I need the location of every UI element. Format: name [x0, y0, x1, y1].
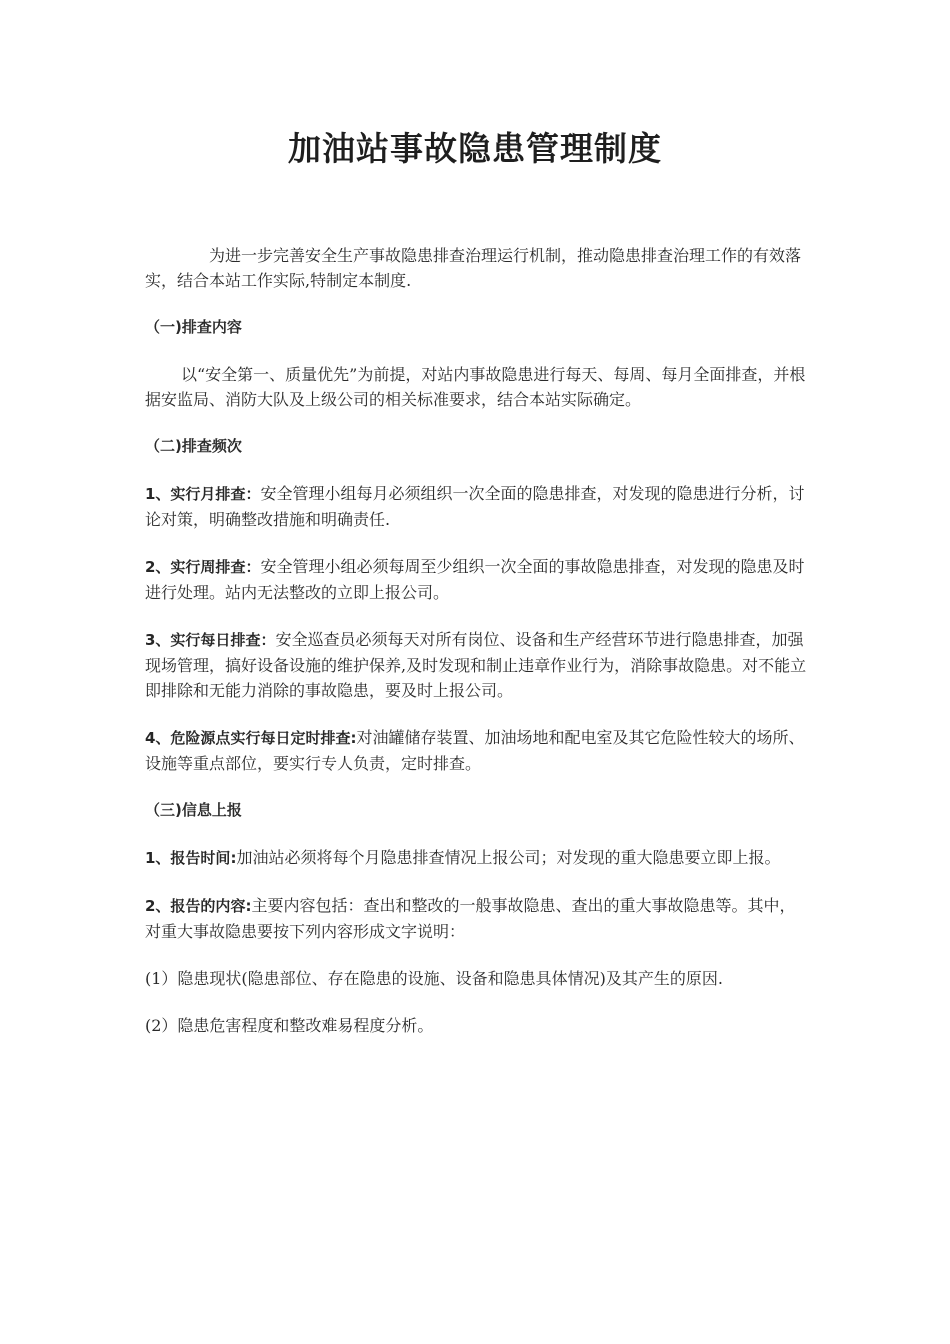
document-body [145, 243, 810, 1060]
frequency-item-weekly [145, 554, 810, 605]
frequency-item-lead: 2、实行周排查： [145, 558, 261, 576]
section-content-paragraph: 以“安全第一、质量优先”为前提，对站内事故隐患进行每天、每周、每月全面排查，并根据安监局、消防大队及上级公司的相关标准要求，结合本站实际确定。 [145, 365, 806, 409]
frequency-item-hazard-source [145, 725, 810, 776]
frequency-item-monthly [145, 481, 810, 532]
frequency-item-text: 对油罐储存装置、加油场地和配电室及其它危险性较大的场所、设施等重点部位，要实行专人负责，定时排查。 [145, 728, 805, 773]
frequency-item-text: 安全管理小组必须每周至少组织一次全面的事故隐患排查，对发现的隐患及时进行处理。站内无法整改的立即上报公司。 [145, 557, 805, 602]
report-item-time [145, 845, 810, 871]
report-item-content [145, 893, 810, 944]
report-sub-item-1: (1）隐患现状(隐患部位、存在隐患的设施、设备和隐患具体情况)及其产生的原因. [145, 969, 723, 988]
section-heading-frequency: （二)排查频次 [145, 437, 242, 455]
frequency-item-daily [145, 627, 810, 703]
report-item-text: 加油站必须将每个月隐患排查情况上报公司；对发现的重大隐患要立即上报。 [236, 848, 781, 867]
intro-paragraph: 为进一步完善安全生产事故隐患排查治理运行机制，推动隐患排查治理工作的有效落实，结合本站工作实际,特制定本制度. [145, 246, 802, 290]
report-item-text: 主要内容包括：查出和整改的一般事故隐患、查出的重大事故隐患等。其中，对重大事故隐患要按下列内容形成文字说明： [145, 896, 796, 941]
section-heading-reporting: （三)信息上报 [145, 801, 242, 819]
report-item-lead: 2、报告的内容: [145, 897, 252, 915]
frequency-item-text: 安全管理小组每月必须组织一次全面的隐患排查，对发现的隐患进行分析，讨论对策，明确整改措施和明确责任. [145, 484, 805, 529]
frequency-item-lead: 1、实行月排查： [145, 485, 261, 503]
frequency-item-lead: 4、危险源点实行每日定时排查: [145, 729, 357, 747]
frequency-item-text: 安全巡查员必须每天对所有岗位、设备和生产经营环节进行隐患排查，加强现场管理，搞好设备设施的维护保养,及时发现和制止违章作业行为，消除事故隐患。对不能立即排除和无能力消除的事故隐患，要及时上报公司。 [145, 630, 807, 700]
section-heading-content: （一)排查内容 [145, 318, 242, 336]
report-item-lead: 1、报告时间: [145, 849, 237, 867]
report-sub-item-2: (2）隐患危害程度和整改难易程度分析。 [145, 1016, 434, 1035]
document-title: 加油站事故隐患管理制度 [288, 129, 662, 168]
frequency-item-lead: 3、实行每日排查： [145, 631, 276, 649]
